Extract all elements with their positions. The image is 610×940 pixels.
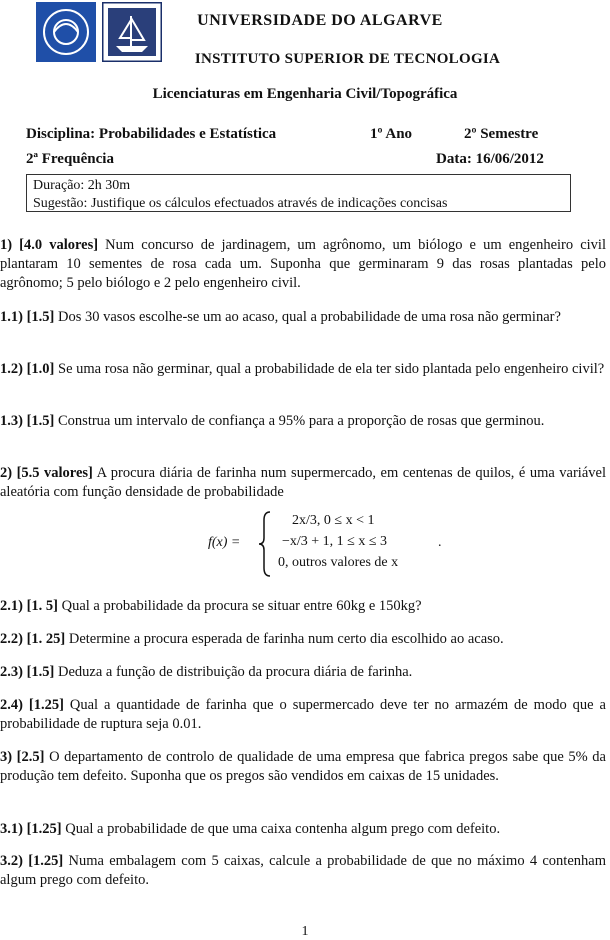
question-number: 2.2) [1. 25] <box>0 631 66 647</box>
info-box <box>26 174 571 212</box>
exam-date: Data: 16/06/2012 <box>436 151 544 167</box>
question-1-3 <box>0 412 606 431</box>
question-text: Qual a quantidade de farinha que o supermercado deve ter no armazém de modo que a probabilidade de ruptura seja 0.01. <box>0 697 606 732</box>
year: 1º Ano <box>370 126 413 142</box>
formula-case-3: 0, outros valores de x <box>278 555 399 570</box>
semester: 2º Semestre <box>464 126 539 142</box>
question-text: A procura diária de farinha num supermercado, em centenas de quilos, é uma variável aleatória com função densidade de probabilidade <box>0 465 606 500</box>
institute-name: INSTITUTO SUPERIOR DE TECNOLOGIA <box>194 51 501 67</box>
page-number: 1 <box>301 924 309 939</box>
formula-period: . <box>438 535 442 550</box>
question-text: Determine a procura esperada de farinha num certo dia escolhido ao acaso. <box>68 631 504 647</box>
question-text: Construa um intervalo de confiança a 95% para a proporção de rosas que germinou. <box>58 413 545 429</box>
question-text: Qual a probabilidade de que uma caixa contenha algum prego com defeito. <box>65 821 501 837</box>
question-1 <box>0 236 606 293</box>
discipline: Disciplina: Probabilidades e Estatística <box>26 126 277 142</box>
question-number: 1.1) [1.5] <box>0 309 55 325</box>
question-number: 3.1) [1.25] <box>0 821 62 837</box>
question-2-3 <box>0 663 606 682</box>
question-3-1 <box>0 820 606 839</box>
question-1-1 <box>0 308 606 327</box>
question-text: O departamento de controlo de qualidade de uma empresa que fabrica pregos sabe que 5% da produção tem defeito. Suponha que os pregos são vendidos em caixas de 15 unidades. <box>0 749 606 784</box>
question-number: 1.2) [1.0] <box>0 361 55 377</box>
formula-lhs: f(x) = <box>208 535 241 550</box>
question-2-2 <box>0 630 606 649</box>
question-number: 2.3) [1.5] <box>0 664 55 680</box>
question-2-1 <box>0 597 606 616</box>
question-1-2 <box>0 360 606 379</box>
question-number: 1.3) [1.5] <box>0 413 55 429</box>
question-3 <box>0 748 606 786</box>
question-number: 2) [5.5 valores] <box>0 465 93 481</box>
course-title: Licenciaturas em Engenharia Civil/Topográfica <box>152 86 458 102</box>
question-text: Qual a probabilidade da procura se situar entre 60kg e 150kg? <box>61 598 422 614</box>
duration: Duração: 2h 30m <box>33 178 131 193</box>
question-number: 2.1) [1. 5] <box>0 598 58 614</box>
question-2 <box>0 464 606 502</box>
question-text: Numa embalagem com 5 caixas, calcule a probabilidade de que no máximo 4 contenham algum prego com defeito. <box>0 853 606 888</box>
question-3-2 <box>0 852 606 890</box>
question-number: 3) [2.5] <box>0 749 45 765</box>
exam-name: 2ª Frequência <box>26 151 114 167</box>
left-brace-icon <box>258 510 272 578</box>
question-number: 1) [4.0 valores] <box>0 237 99 253</box>
density-formula <box>200 510 460 578</box>
question-text: Dos 30 vasos escolhe-se um ao acaso, qual a probabilidade de uma rosa não germinar? <box>58 309 561 325</box>
question-text: Num concurso de jardinagem, um agrônomo, um biólogo e um engenheiro civil plantaram 10 sementes de rosa cada um. Suponha que germinaram 9 das rosas plantadas pelo agrônomo; 5 pelo biólogo e 2 pelo engenheiro civil. <box>0 237 606 291</box>
formula-case-2: −x/3 + 1, 1 ≤ x ≤ 3 <box>282 534 388 549</box>
question-text: Se uma rosa não germinar, qual a probabilidade de ela ter sido plantada pelo engenheiro civil? <box>58 361 605 377</box>
university-name: UNIVERSIDADE DO ALGARVE <box>197 12 443 29</box>
question-text: Deduza a função de distribuição da procura diária de farinha. <box>58 664 413 680</box>
question-number: 3.2) [1.25] <box>0 853 64 869</box>
suggestion: Sugestão: Justifique os cálculos efectuados através de indicações concisas <box>33 196 448 211</box>
question-number: 2.4) [1.25] <box>0 697 64 713</box>
question-2-4 <box>0 696 606 734</box>
formula-case-1: 2x/3, 0 ≤ x < 1 <box>292 513 375 528</box>
